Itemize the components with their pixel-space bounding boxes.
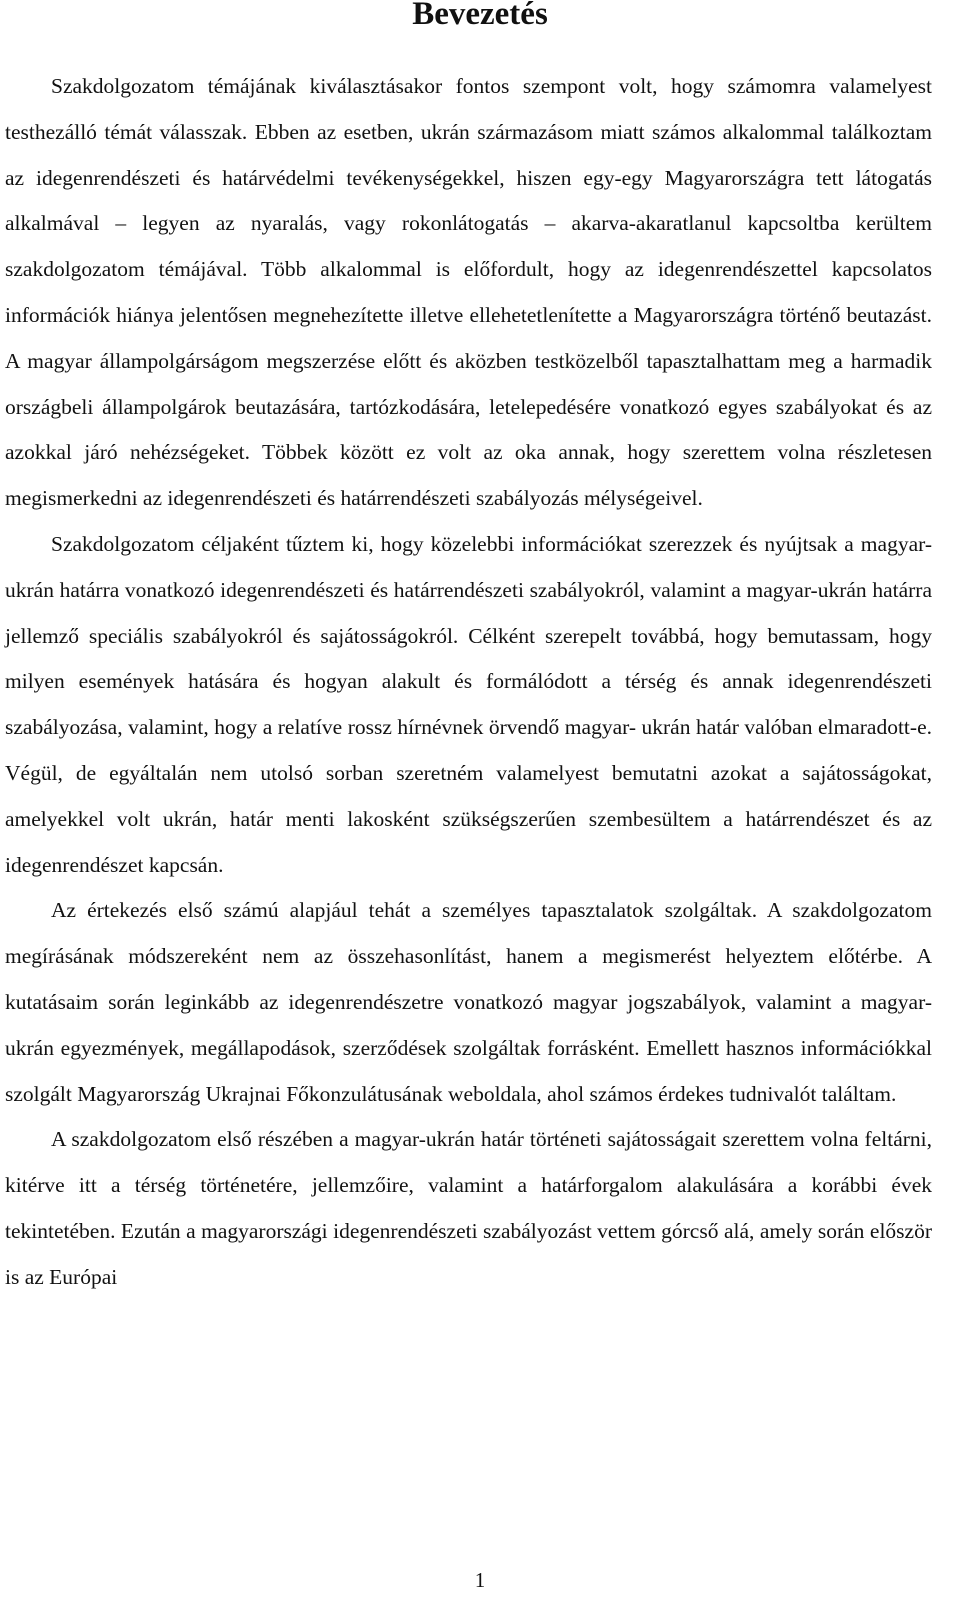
paragraph-methodology: Az értekezés első számú alapjául tehát a személyes tapasztalatok szolgáltak. A szakdolgozatom megírásának módszereként nem az összehasonlítást, hanem a megismerést helyeztem előtérbe. A kutatásaim során leginkább az idegenrendészetre vonatkozó magyar jogszabályok, valamint a magyar-ukrán egyezmények, megállapodások, szerződések szolgáltak forrásként. Emellett hasznos információkkal szolgált Magyarország Ukrajnai Főkonzulátusának weboldala, ahol számos érdekes tudnivalót találtam. (5, 898, 932, 1106)
paragraph-structure: A szakdolgozatom első részében a magyar-ukrán határ történeti sajátosságait szerettem volna feltárni, kitérve itt a térség történetére, jellemzőire, valamint a határforgalom alakulására a korábbi évek tekintetében. Ezután a magyarországi idegenrendészeti szabályozást vettem górcső alá, amely során először is az Európai (5, 1127, 932, 1289)
paragraph-objectives: Szakdolgozatom céljaként tűztem ki, hogy közelebbi információkat szerezzek és nyújtsak a magyar-ukrán határra vonatkozó idegenrendészeti és határrendészeti szabályokról, valamint a magyar-ukrán határra jellemző speciális szabályokról és sajátosságokról. Célként szerepelt továbbá, hogy bemutassam, hogy milyen események hatására és hogyan alakult és formálódott a térség és annak idegenrendészeti szabályozása, valamint, hogy a relatíve rossz hírnévnek örvendő magyar- ukrán határ valóban elmaradott-e. Végül, de egyáltalán nem utolsó sorban szeretném valamelyest bemutatni azokat a sajátosságokat, amelyekkel volt ukrán, határ menti lakosként szükségszerűen szembesültem a határrendészet és az idegenrendészet kapcsán. (5, 531, 932, 877)
page-number: 1 (474, 1568, 486, 1592)
page-title: Bevezetés (412, 0, 548, 32)
paragraph-motivation: Szakdolgozatom témájának kiválasztásakor fontos szempont volt, hogy számomra valamelyest testhezálló témát válasszak. Ebben az esetben, ukrán származásom miatt számos alkalommal találkoztam az idegenrendészeti és határvédelmi tevékenységekkel, hiszen egy-egy Magyarországra tett látogatás alkalmával – legyen az nyaralás, vagy rokonlátogatás – akarva-akaratlanul kapcsoltba kerültem szakdolgozatom témájával. Több alkalommal is előfordult, hogy az idegenrendészettel kapcsolatos információk hiánya jelentősen megnehezítette illetve ellehetetlenítette a Magyarországra történő beutazást. A magyar állampolgárságom megszerzése előtt és aközben testközelből tapasztalhattam meg a harmadik országbeli állampolgárok beutazására, tartózkodására, letelepedésére vonatkozó egyes szabályokat és az azokkal járó nehézségeket. Többek között ez volt az oka annak, hogy szerettem volna részletesen megismerkedni az idegenrendészeti és határrendészeti szabályozás mélységeivel. (5, 74, 932, 511)
document-body (5, 64, 932, 1301)
